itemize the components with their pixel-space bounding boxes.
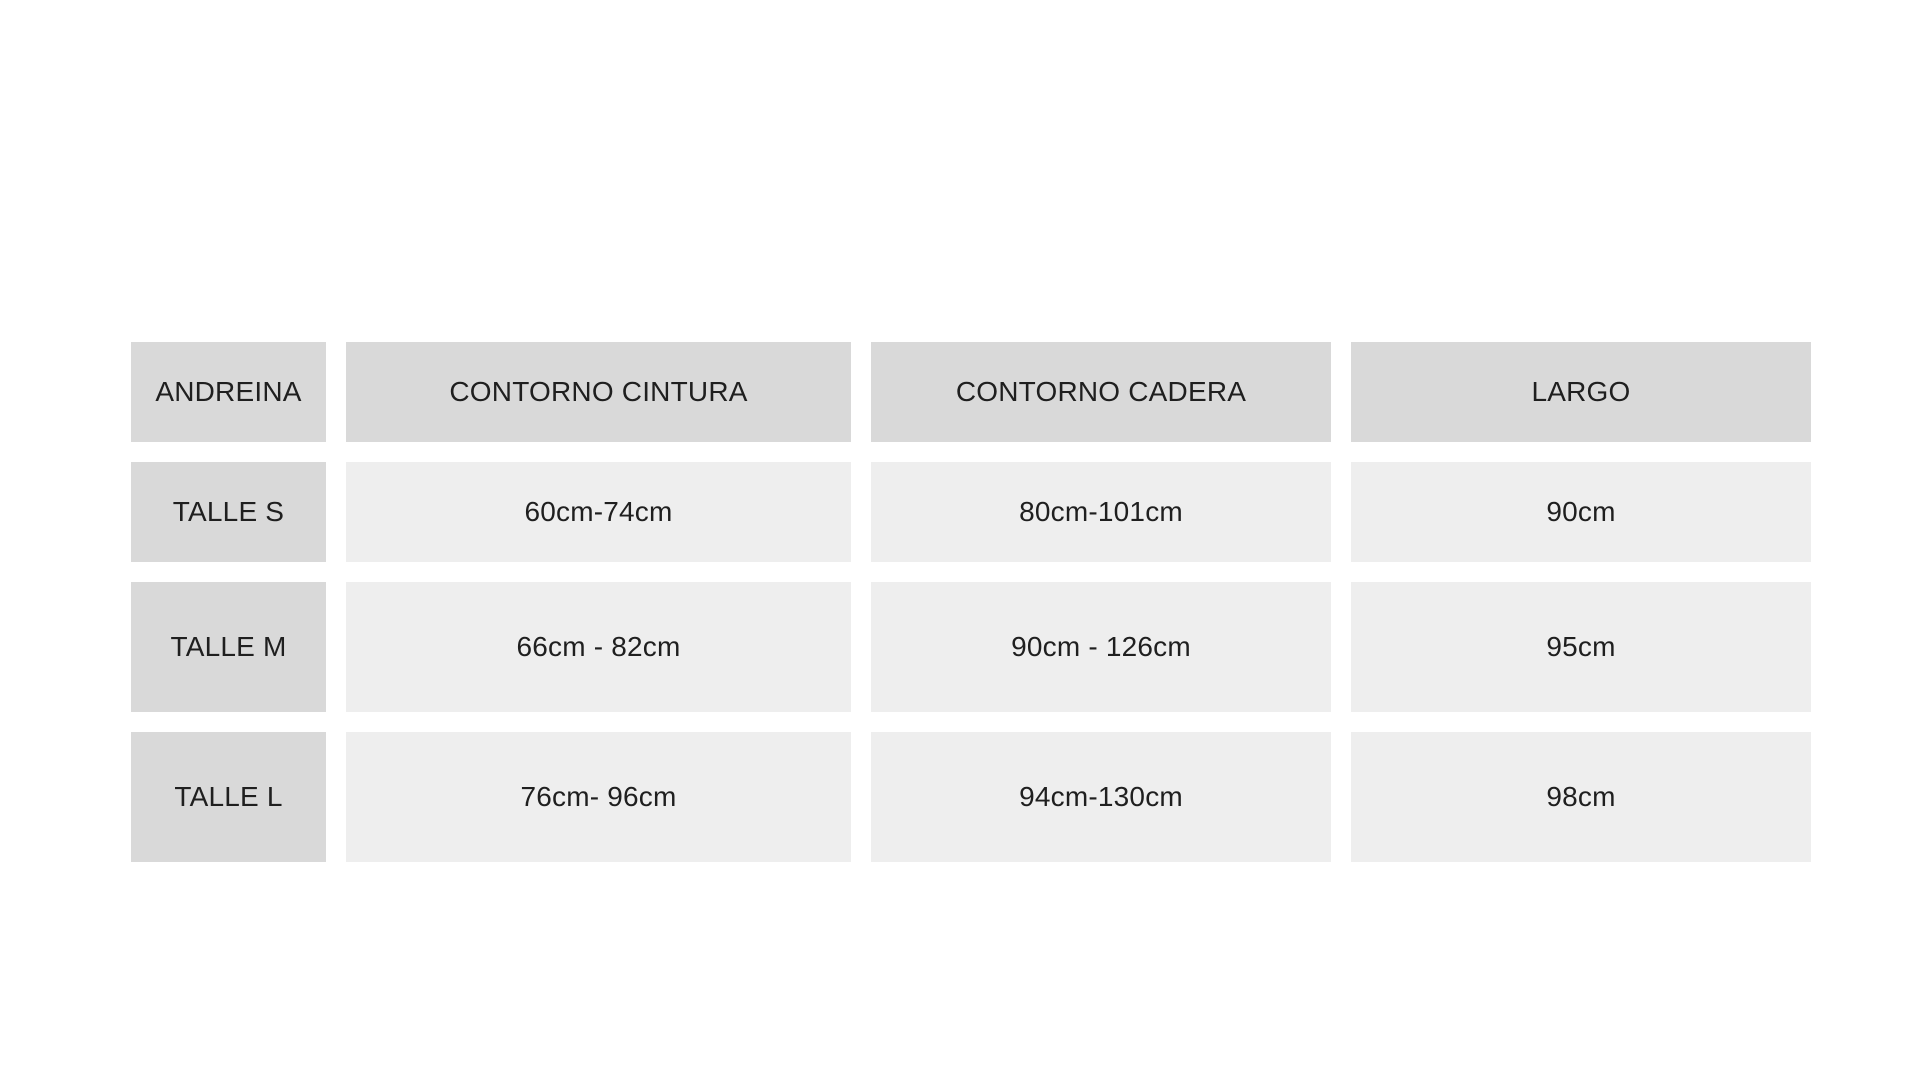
column-header-brand: ANDREINA xyxy=(131,342,326,442)
cell-talle-s-contorno-cintura: 60cm-74cm xyxy=(346,462,851,562)
cell-talle-s-largo: 90cm xyxy=(1351,462,1811,562)
cell-talle-l-contorno-cintura: 76cm- 96cm xyxy=(346,732,851,862)
size-chart-table xyxy=(131,342,1811,862)
column-header-largo: LARGO xyxy=(1351,342,1811,442)
cell-talle-m-contorno-cadera: 90cm - 126cm xyxy=(871,582,1331,712)
row-header-talle-m: TALLE M xyxy=(131,582,326,712)
row-header-talle-l: TALLE L xyxy=(131,732,326,862)
cell-talle-s-contorno-cadera: 80cm-101cm xyxy=(871,462,1331,562)
cell-talle-l-largo: 98cm xyxy=(1351,732,1811,862)
cell-talle-m-contorno-cintura: 66cm - 82cm xyxy=(346,582,851,712)
column-header-contorno-cintura: CONTORNO CINTURA xyxy=(346,342,851,442)
cell-talle-m-largo: 95cm xyxy=(1351,582,1811,712)
column-header-contorno-cadera: CONTORNO CADERA xyxy=(871,342,1331,442)
row-header-talle-s: TALLE S xyxy=(131,462,326,562)
cell-talle-l-contorno-cadera: 94cm-130cm xyxy=(871,732,1331,862)
